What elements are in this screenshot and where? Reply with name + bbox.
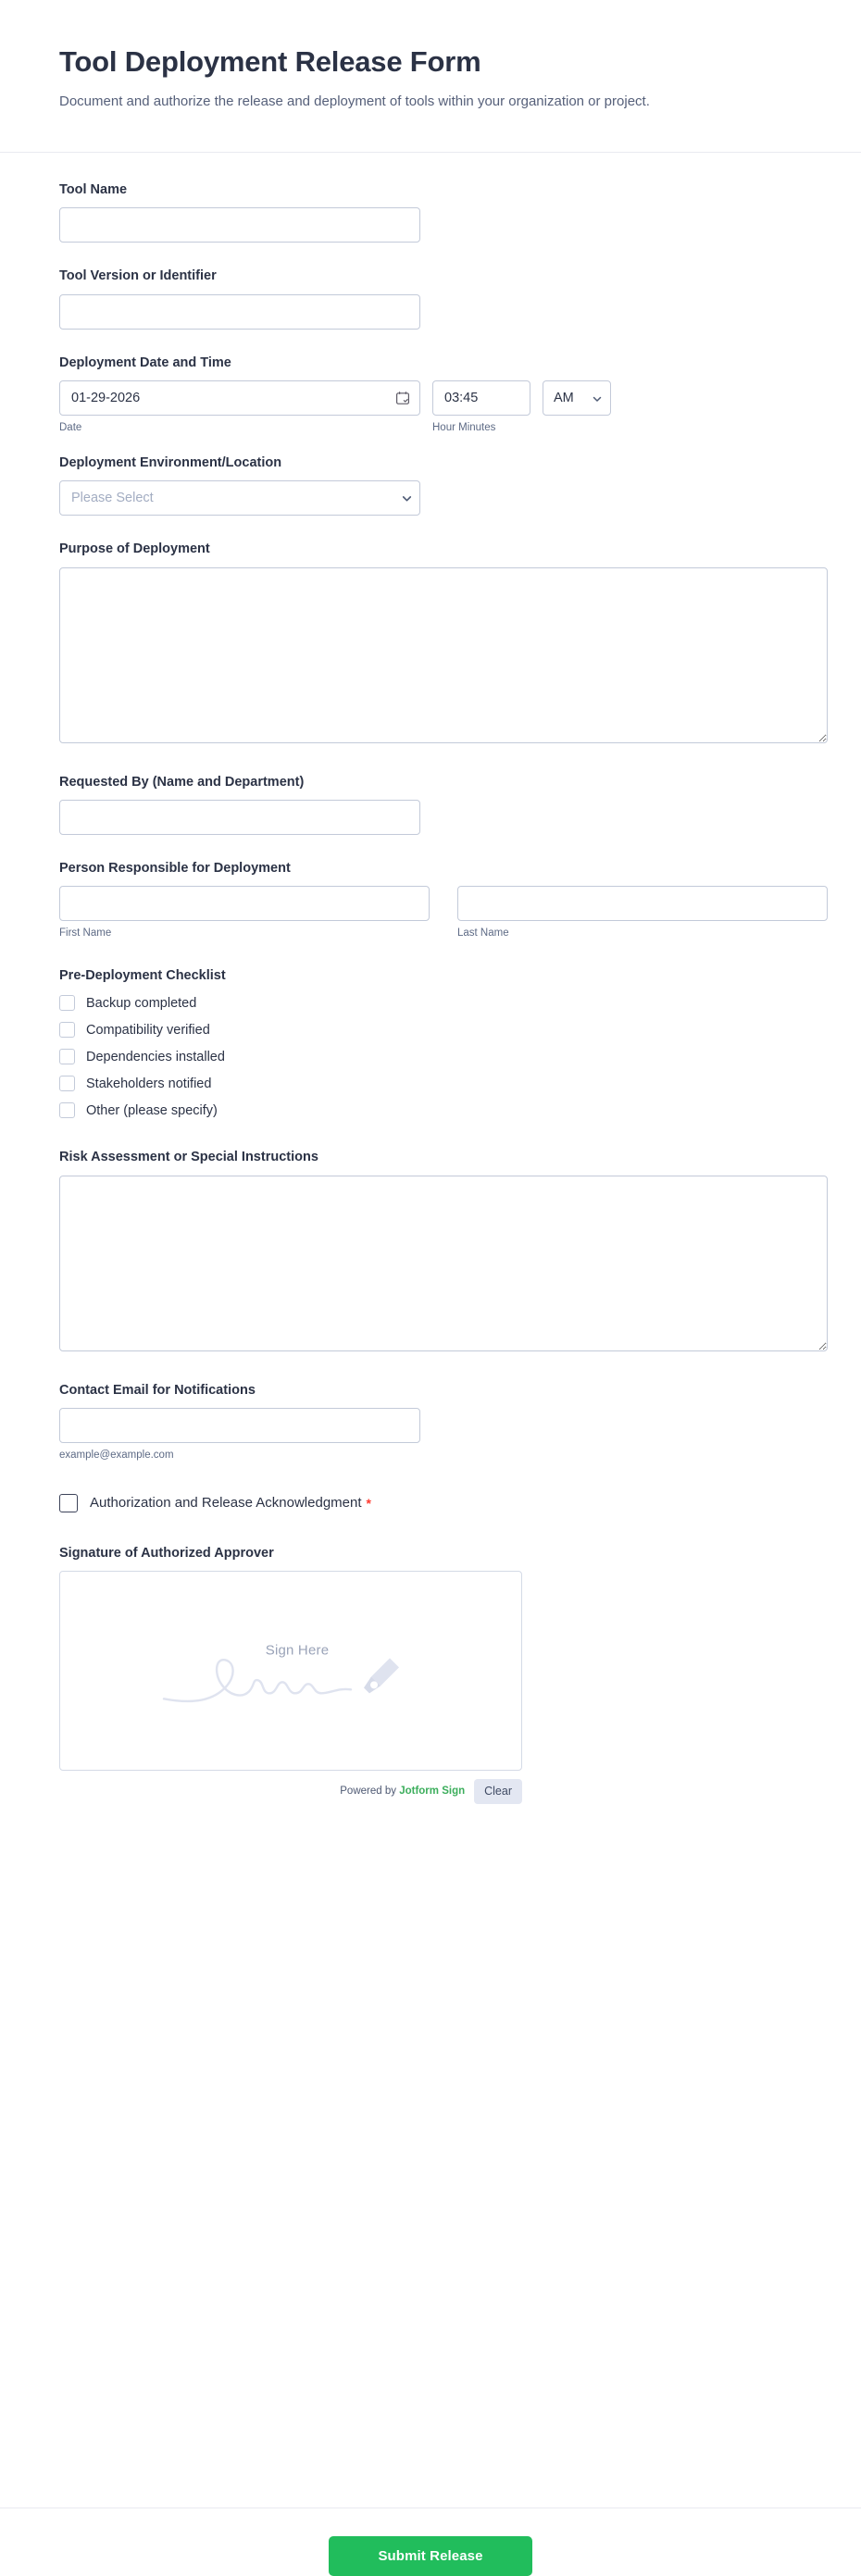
checkbox-authorization-acknowledgment[interactable] [59,1494,78,1512]
environment-label: Deployment Environment/Location [59,455,282,470]
field-authorization [59,1494,802,1512]
checklist-item[interactable] [59,1074,802,1093]
pen-nib-icon [364,1659,399,1694]
requested-by-label: Requested By (Name and Department) [59,774,305,790]
tool-name-input[interactable] [59,207,420,243]
form-footer [0,2508,861,2576]
checklist-item-label: Stakeholders notified [86,1076,212,1091]
checklist-item[interactable] [59,1101,802,1120]
contact-email-input[interactable] [59,1408,420,1443]
first-name-column [59,886,430,940]
sign-here-text: Sign Here [265,1642,330,1659]
deployment-datetime-label: Deployment Date and Time [59,355,231,370]
time-column [432,380,530,433]
environment-selected-value: Please Select [71,491,154,506]
ampm-wrapper [543,380,611,416]
field-environment [59,454,802,516]
authorization-label: Authorization and Release Acknowledgment [90,1495,362,1512]
checkbox-stakeholders-notified[interactable] [59,1076,75,1091]
field-deployment-datetime [59,354,802,433]
page-subtitle: Document and authorize the release and deployment of tools within your organization or project. [59,93,650,109]
field-risk-assessment [59,1148,802,1350]
date-sublabel: Date [59,422,82,433]
checklist-item[interactable] [59,1020,802,1039]
risk-assessment-label: Risk Assessment or Special Instructions [59,1150,318,1165]
clear-signature-button[interactable]: Clear [474,1779,522,1803]
powered-brand: Jotform Sign [399,1786,466,1798]
requested-by-input[interactable] [59,800,420,835]
person-responsible-label: Person Responsible for Deployment [59,860,291,876]
submit-release-button[interactable]: Submit Release [329,2536,532,2576]
field-signature [59,1544,802,1804]
last-name-sublabel: Last Name [457,927,509,940]
tool-version-input[interactable] [59,294,420,330]
last-name-input[interactable] [457,886,828,921]
field-tool-name [59,180,802,243]
checkbox-dependencies-installed[interactable] [59,1049,75,1064]
checklist-item-label: Dependencies installed [86,1049,225,1064]
environment-select-wrapper [59,480,420,516]
required-asterisk: * [366,1495,371,1511]
field-contact-email [59,1381,802,1462]
signature-footer [59,1779,522,1803]
name-row [59,886,802,940]
contact-email-label: Contact Email for Notifications [59,1382,256,1398]
field-checklist [59,966,802,1120]
time-input-wrapper [432,380,530,416]
deployment-date-input[interactable] [59,380,420,416]
checklist-items [59,993,802,1120]
last-name-column [457,886,828,940]
checklist-item-label: Backup completed [86,995,197,1011]
checkbox-compatibility-verified[interactable] [59,1022,75,1038]
signature-label: Signature of Authorized Approver [59,1545,274,1561]
signature-pad[interactable] [59,1571,522,1771]
authorization-row[interactable] [59,1494,802,1512]
environment-select[interactable] [59,480,420,516]
signature-placeholder [60,1643,521,1711]
contact-email-sublabel: example@example.com [59,1450,174,1462]
first-name-input[interactable] [59,886,430,921]
tool-version-label: Tool Version or Identifier [59,268,217,284]
page-title: Tool Deployment Release Form [59,45,481,78]
date-column [59,380,420,433]
first-name-sublabel: First Name [59,927,112,940]
checkbox-backup-completed[interactable] [59,995,75,1011]
field-purpose [59,540,802,742]
signature-squiggle-icon [156,1646,425,1711]
checklist-item[interactable] [59,993,802,1013]
field-tool-version [59,267,802,329]
risk-assessment-textarea[interactable] [59,1176,828,1351]
ampm-select[interactable] [543,380,611,416]
checklist-item[interactable] [59,1047,802,1066]
date-input-wrapper [59,380,420,416]
datetime-row [59,380,802,433]
ampm-column [543,380,611,416]
form-body [0,153,861,2508]
deployment-time-input[interactable] [432,380,530,416]
form-header [0,0,861,153]
checklist-label: Pre-Deployment Checklist [59,968,226,984]
field-requested-by [59,773,802,835]
checkbox-other-please-specify[interactable] [59,1102,75,1118]
powered-by-text [340,1786,465,1797]
checklist-item-label: Compatibility verified [86,1022,210,1038]
field-person-responsible [59,859,802,940]
tool-name-label: Tool Name [59,182,128,198]
purpose-label: Purpose of Deployment [59,541,210,557]
time-sublabel: Hour Minutes [432,422,496,433]
purpose-textarea[interactable] [59,567,828,743]
checklist-item-label: Other (please specify) [86,1102,218,1118]
powered-prefix: Powered by [340,1786,400,1798]
